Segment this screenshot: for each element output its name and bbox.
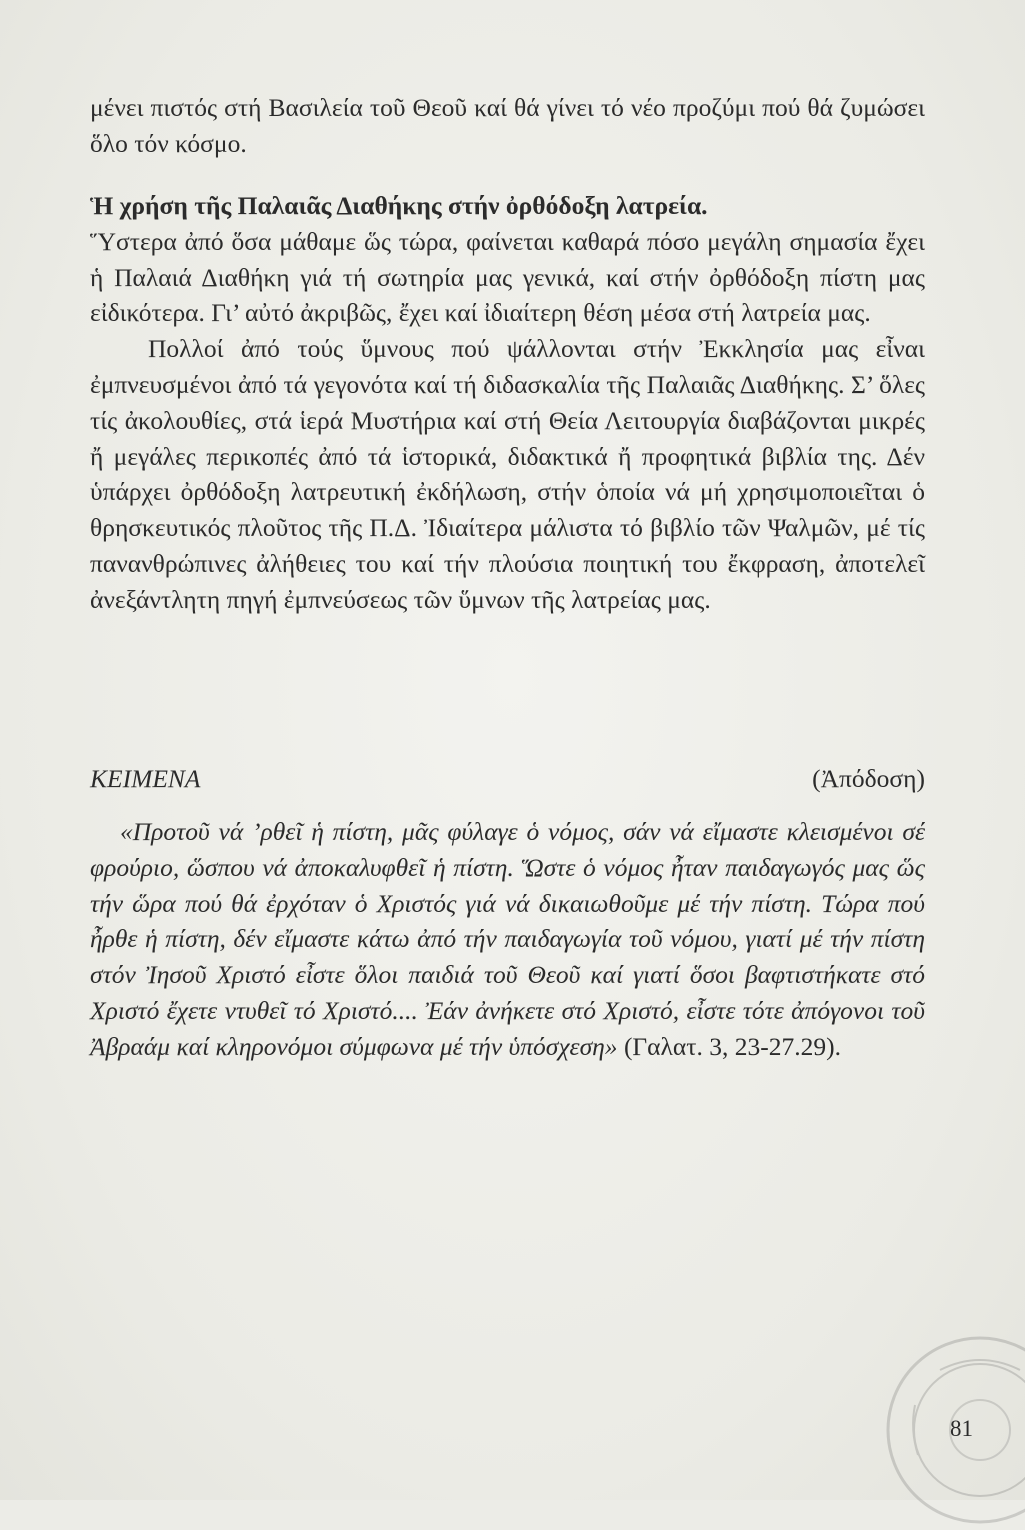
quotation-block — [90, 814, 925, 1065]
quotation-text: «Προτοῦ νά ’ρθεῖ ἡ πίστη, μᾶς φύλαγε ὁ νόμος, σάν νά εἴμαστε κλεισμένοι σέ φρούριο, ὥσπου νά ἀποκαλυφθεῖ ἡ πίστη. Ὥστε ὁ νόμος ἦταν παιδαγωγός μας ὥς τήν ὥρα πού θά ἐρχόταν ὁ Χριστός γιά νά δικαιωθοῦμε μέ τήν πίστη. Τώρα πού ἦρθε ἡ πίστη, δέν εἴμαστε κάτω ἀπό τήν παιδαγωγία τοῦ νόμου, γιατί μέ τήν πίστη στόν Ἰησοῦ Χριστό εἶστε ὅλοι παιδιά τοῦ Θεοῦ καί γιατί ὅσοι βαφτιστήκατε στό Χριστό ἔχετε ντυθεῖ τό Χριστό.... Ἐάν ἀνήκετε στό Χριστό, εἶστε τότε ἀπόγονοι τοῦ Ἀβραάμ καί κληρονόμοι σύμφωνα μέ τήν ὑπόσχεση» — [90, 817, 925, 1061]
continuation-paragraph — [90, 90, 925, 162]
texts-title: ΚΕΙΜΕΝΑ — [90, 764, 201, 793]
section-body — [90, 188, 925, 618]
page-number: 81 — [950, 1416, 973, 1441]
continuation-text: μένει πιστός στή Βασιλεία τοῦ Θεοῦ καί θά γίνει τό νέο προζύμι πού θά ζυμώσει ὅλο τόν κόσμο. — [90, 93, 925, 158]
section-heading: Ἡ χρήση τῆς Παλαιᾶς Διαθήκης στήν ὀρθόδοξη λατρεία. — [90, 191, 708, 220]
paragraph-2: Πολλοί ἀπό τούς ὕμνους πού ψάλλονται στήν Ἐκκλησία μας εἶναι ἐμπνευσμένοι ἀπό τά γεγονότα καί τή διδασκαλία τῆς Παλαιᾶς Διαθήκης. Σ’ ὅλες τίς ἀκολουθίες, στά ἱερά Μυστήρια καί στή Θεία Λειτουργία διαβάζονται μικρές ἤ μεγάλες περικοπές ἀπό τά ἱστορικά, διδακτικά ἤ προφητικά βιβλία της. Δέν ὑπάρχει ὀρθόδοξη λατρευτική ἐκδήλωση, στήν ὁποία νά μή χρησιμοποιεῖται ὁ θρησκευτικός πλοῦτος τῆς Π.Δ. Ἰδιαίτερα μάλιστα τό βιβλίο τῶν Ψαλμῶν, μέ τίς πανανθρώπινες ἀλήθειες του καί τήν πλούσια ποιητική του ἔκφραση, ἀποτελεῖ ἀνεξάντλητη πηγή ἐμπνεύσεως τῶν ὕμνων τῆς λατρείας μας. — [90, 334, 925, 614]
quotation-paragraph — [90, 814, 925, 1065]
texts-header — [90, 764, 925, 800]
translation-note: (Ἀπόδοση) — [812, 764, 925, 793]
quotation-reference: (Γαλατ. 3, 23-27.29). — [617, 1031, 841, 1061]
paragraph-1: Ὕστερα ἀπό ὅσα μάθαμε ὥς τώρα, φαίνεται καθαρά πόσο μεγάλη σημασία ἔχει ἡ Παλαιά Διαθήκη γιά τή σωτηρία μας γενικά, καί στήν ὀρθόδοξη πίστη μας εἰδικότερα. Γι’ αὐτό ἀκριβῶς, ἔχει καί ἰδιαίτερη θέση μέσα στή λατρεία μας. — [90, 226, 925, 328]
